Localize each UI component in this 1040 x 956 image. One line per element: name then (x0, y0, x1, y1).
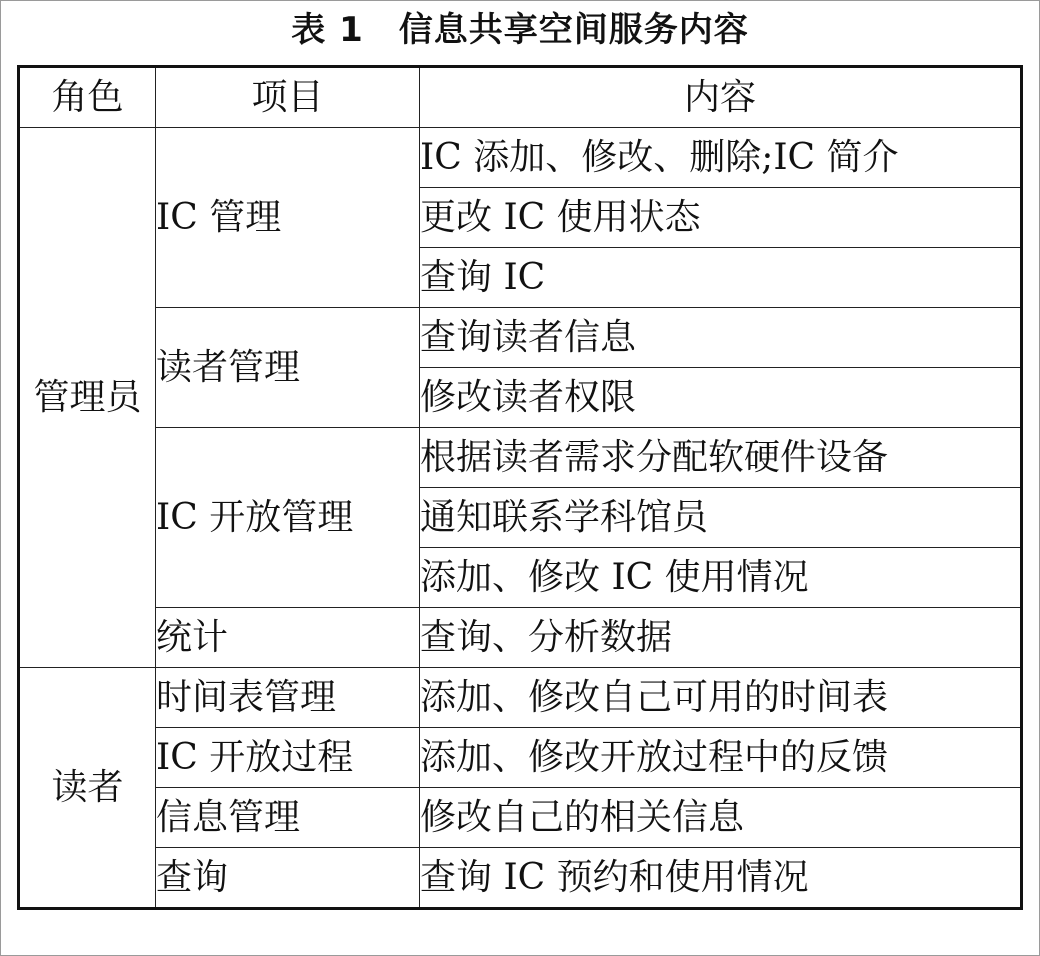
table-row (19, 308, 1022, 368)
item-cell: 统计 (156, 608, 420, 668)
content-cell: 查询读者信息 (420, 308, 1022, 368)
item-cell: IC 管理 (156, 128, 420, 308)
table-row (19, 728, 1022, 788)
content-cell: 查询、分析数据 (420, 608, 1022, 668)
item-cell: IC 开放管理 (156, 428, 420, 608)
content-cell: 查询 IC (420, 248, 1022, 308)
item-cell: IC 开放过程 (156, 728, 420, 788)
content-cell: IC 添加、修改、删除;IC 简介 (420, 128, 1022, 188)
table-row (19, 428, 1022, 488)
item-cell: 信息管理 (156, 788, 420, 848)
item-cell: 读者管理 (156, 308, 420, 428)
table-row (19, 848, 1022, 909)
content-cell: 添加、修改 IC 使用情况 (420, 548, 1022, 608)
content-cell: 根据读者需求分配软硬件设备 (420, 428, 1022, 488)
content-cell: 查询 IC 预约和使用情况 (420, 848, 1022, 909)
content-cell: 添加、修改开放过程中的反馈 (420, 728, 1022, 788)
table-row (19, 788, 1022, 848)
header-content: 内容 (420, 67, 1022, 128)
table-row (19, 668, 1022, 728)
header-role: 角色 (19, 67, 156, 128)
content-cell: 添加、修改自己可用的时间表 (420, 668, 1022, 728)
content-cell: 更改 IC 使用状态 (420, 188, 1022, 248)
table-row (19, 608, 1022, 668)
content-cell: 通知联系学科馆员 (420, 488, 1022, 548)
role-cell-reader: 读者 (19, 668, 156, 909)
item-cell: 时间表管理 (156, 668, 420, 728)
service-content-table (17, 65, 1023, 910)
content-cell: 修改自己的相关信息 (420, 788, 1022, 848)
item-cell: 查询 (156, 848, 420, 909)
role-cell-admin: 管理员 (19, 128, 156, 668)
table-title: 表 1 信息共享空间服务内容 (291, 10, 749, 50)
header-item: 项目 (156, 67, 420, 128)
content-cell: 修改读者权限 (420, 368, 1022, 428)
header-row (19, 67, 1022, 128)
table-row (19, 128, 1022, 188)
